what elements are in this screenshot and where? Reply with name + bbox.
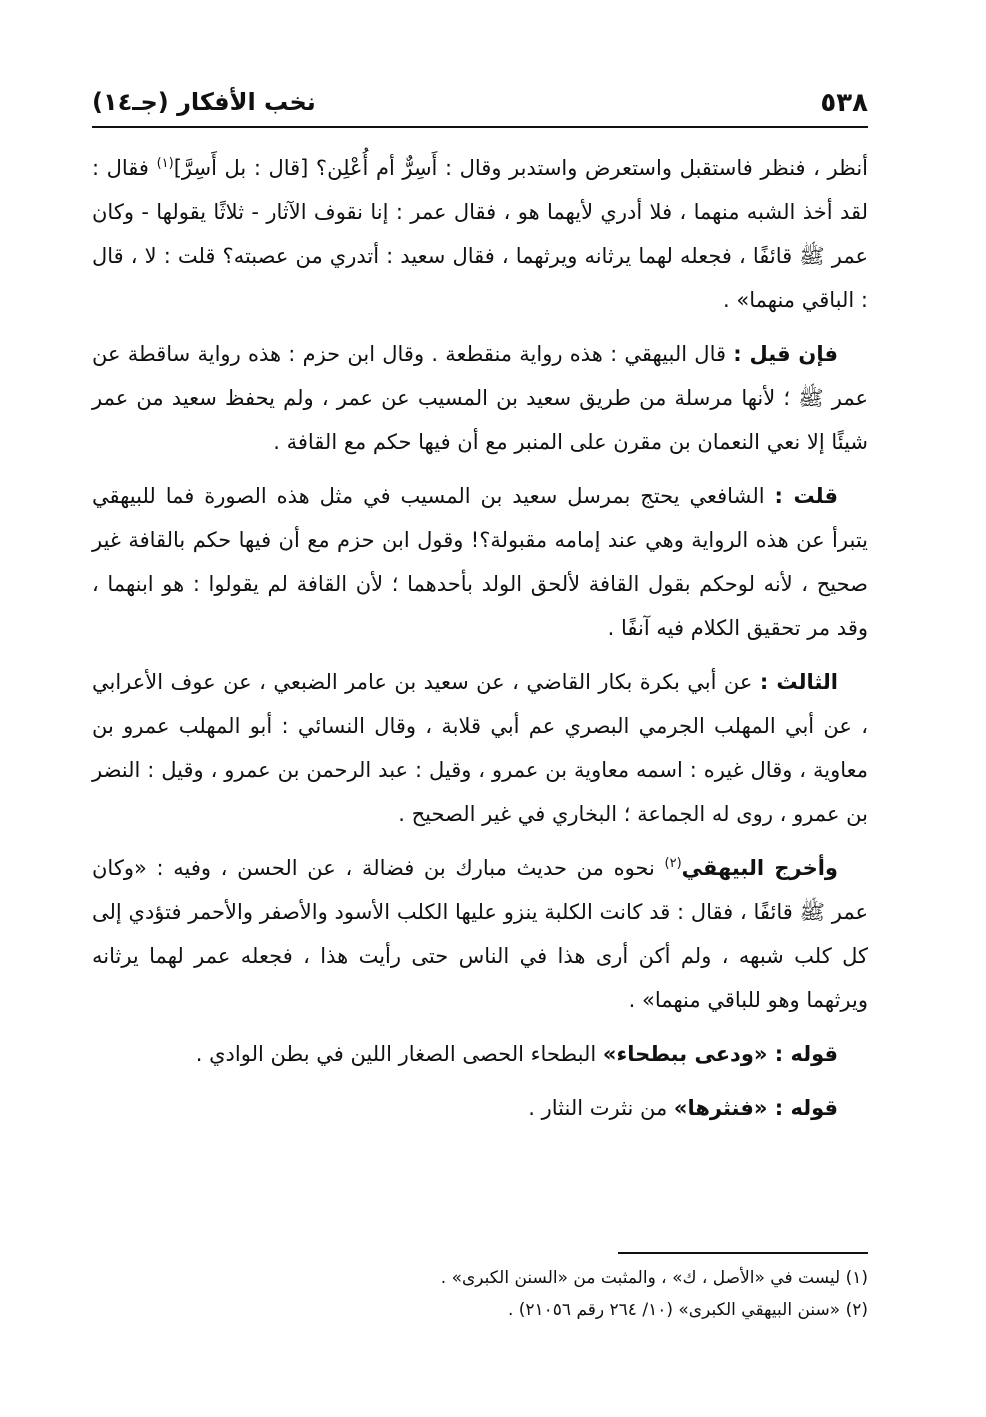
paragraph-4-text: عن أبي بكرة بكار القاضي ، عن سعيد بن عامر الضبعي ، عن عوف الأعرابي ، عن أبي المهلب الجرمي البصري عم أبي قلابة ، وقال النسائي : أبو المهلب عمرو بن معاوية ، وقال غيره : اسمه معاوية بن عمرو ، وقيل : عبد الرحمن بن عمرو ، وقيل : النضر بن عمرو ، روى له الجماعة ؛ البخاري في غير الصحيح . — [92, 670, 868, 826]
footnote-separator — [618, 1252, 868, 1254]
paragraph-1-rest: فقال : لقد أخذ الشبه منهما ، فلا أدري لأيهما هو ، فقال عمر : إنا نقوف الآثار - ثلاثًا يقولها - وكان عمر ﷺ قائفًا ، فجعله لهما يرثانه ويرثهما ، فقال سعيد : أتدري من عصبته؟ قلت : لا ، قال : الباقي منهما» . — [92, 156, 868, 312]
paragraph-2 — [92, 332, 868, 464]
paragraph-3-lead: قلت : — [774, 484, 838, 508]
paragraph-3 — [92, 474, 868, 650]
book-page — [92, 82, 868, 1320]
paragraph-7-text: من نثرت النثار . — [528, 1096, 674, 1120]
paragraph-6 — [92, 1032, 868, 1076]
page-number: ٥٣٨ — [820, 88, 868, 118]
paragraph-5 — [92, 846, 868, 1022]
footnotes — [92, 1262, 868, 1326]
paragraph-1 — [92, 146, 868, 322]
paragraph-5-text: نحوه من حديث مبارك بن فضالة ، عن الحسن ، وفيه : «وكان عمر ﷺ قائفًا ، فقال : قد كانت الكلبة ينزو عليها الكلب الأسود والأصفر والأحمر فتؤدي إلى كل كلب شبهه ، ولم أكن أرى هذا في الناس حتى رأيت هذا ، فجعله عمر لهما يرثانه ويرثهما وهو للباقي منهما» . — [92, 856, 868, 1012]
paragraph-2-lead: فإن قيل : — [733, 342, 838, 366]
paragraph-7 — [92, 1086, 868, 1130]
footnote-ref-2: (٢) — [664, 856, 682, 871]
body-text — [92, 146, 868, 1130]
paragraph-2-text: قال البيهقي : هذه رواية منقطعة . وقال ابن حزم : هذه رواية ساقطة عن عمر ﷺ ؛ لأنها مرسلة من طريق سعيد بن المسيب عن عمر ، ولم يحفظ سعيد من عمر شيئًا إلا نعي النعمان بن مقرن على المنبر مع أن فيها حكم مع القافة . — [92, 342, 868, 454]
page-header — [92, 82, 868, 128]
paragraph-1-text: أنظر ، فنظر فاستقبل واستعرض واستدبر وقال : أَسِرٌّ أم أُعْلِن؟ [قال : بل أَسِرَّ] — [173, 156, 868, 180]
footnote-2: (٢) «سنن البيهقي الكبرى» (١٠/ ٢٦٤ رقم ٢١٠٥٦) . — [507, 1300, 868, 1320]
paragraph-5-lead: وأخرج البيهقي — [681, 856, 838, 880]
paragraph-4-lead: الثالث : — [759, 670, 838, 694]
paragraph-6-lead: قوله : «ودعى ببطحاء» — [602, 1042, 838, 1066]
paragraph-4 — [92, 660, 868, 836]
paragraph-3-text: الشافعي يحتج بمرسل سعيد بن المسيب في مثل هذه الصورة فما للبيهقي يتبرأ عن هذه الرواية وهي عند إمامه مقبولة؟! وقول ابن حزم مع أن فيها حكم بالقافة غير صحيح ، لأنه لوحكم بقول القافة لألحق الولد بأحدهما ؛ لأن القافة لم يقولوا : هو ابنهما ، وقد مر تحقيق الكلام فيه آنفًا . — [92, 484, 868, 640]
paragraph-6-text: البطحاء الحصى الصغار اللين في بطن الوادي . — [195, 1042, 603, 1066]
footnote-1: (١) ليست في «الأصل ، ك» ، والمثبت من «السنن الكبرى» . — [440, 1268, 868, 1288]
paragraph-7-lead: قوله : «فنثرها» — [673, 1096, 838, 1120]
book-title: نخب الأفكار (جـ١٤) — [92, 88, 316, 116]
footnote-ref-1: (١) — [156, 156, 174, 171]
